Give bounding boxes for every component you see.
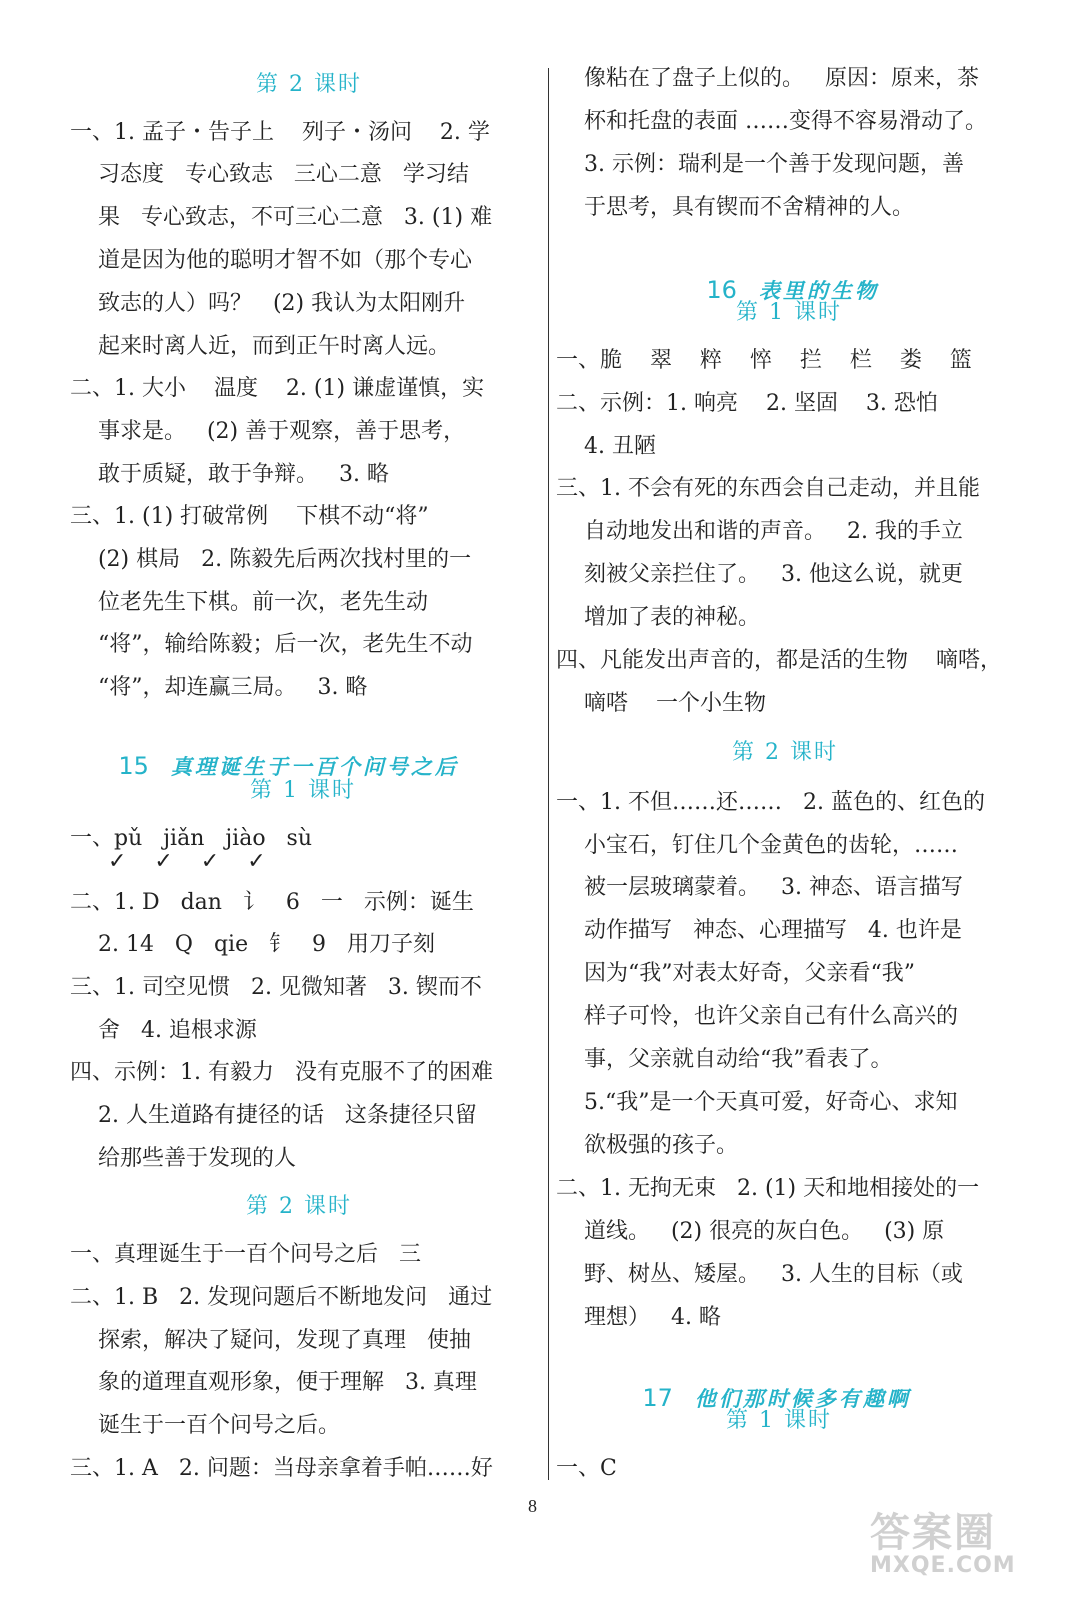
answer-line: 起来时离人近，而到正午时离人远。 [70, 334, 450, 359]
checkmark-row: ✓ ✓ ✓ ✓ [80, 849, 266, 874]
lesson-heading: 第 2 课时 [256, 72, 362, 97]
answer-line: 4. 丑陋 [556, 434, 656, 459]
answer-line: 一、脆 翠 粹 悴 拦 栏 娄 篮 [556, 348, 972, 373]
answer-line: 二、1. 无拘无束 2. (1) 天和地相接处的一 [556, 1176, 980, 1201]
answer-line: 于思考，具有锲而不舍精神的人。 [556, 195, 914, 220]
answer-line: 小宝石，钉住几个金黄色的齿轮，…… [556, 833, 958, 858]
answer-line: 刻被父亲拦住了。 3. 他这么说，就更 [556, 562, 963, 587]
unit-number: 16 [706, 276, 737, 304]
answer-line: 事，父亲就自动给“我”看表了。 [556, 1047, 893, 1072]
unit-title: 真理诞生于一百个问号之后 [170, 754, 459, 779]
lesson-heading: 第 2 课时 [732, 740, 838, 765]
answer-line: 诞生于一百个问号之后。 [70, 1413, 340, 1438]
answer-line: 敢于质疑，敢于争辩。 3. 略 [70, 462, 389, 487]
answer-line: 三、1. A 2. 问题：当母亲拿着手帕……好 [70, 1456, 493, 1481]
answer-line: 一、1. 不但……还…… 2. 蓝色的、红色的 [556, 790, 985, 815]
answer-line: 事求是。 (2) 善于观察，善于思考， [70, 419, 466, 444]
answer-line: 三、1. 不会有死的东西会自己走动，并且能 [556, 476, 980, 501]
answer-line: 舍 4. 追根求源 [70, 1018, 257, 1043]
answer-line: 被一层玻璃蒙着。 3. 神态、语言描写 [556, 875, 963, 900]
answer-line: 象的道理直观形象，便于理解 3. 真理 [70, 1370, 477, 1395]
answer-line: “将”，输给陈毅；后一次，老先生不动 [70, 632, 473, 657]
answer-line: 理想） 4. 略 [556, 1305, 721, 1330]
answer-line: 道是因为他的聪明才智不如（那个专心 [70, 248, 472, 273]
answer-line: (2) 棋局 2. 陈毅先后两次找村里的一 [70, 547, 472, 572]
answer-line: 杯和托盘的表面 ……变得不容易滑动了。 [556, 109, 987, 134]
answer-line: 三、1. (1) 打破常例 下棋不动“将” [70, 504, 429, 529]
answer-line: 二、示例：1. 响亮 2. 坚固 3. 恐怕 [556, 391, 938, 416]
answer-line: 探索，解决了疑问，发现了真理 使抽 [70, 1328, 471, 1353]
answer-line: 嘀嗒 一个小生物 [556, 691, 766, 716]
answer-line: 野、树丛、矮屋。 3. 人生的目标（或 [556, 1262, 963, 1287]
unit-number: 17 [642, 1384, 673, 1412]
answer-line: 3. 示例：瑞利是一个善于发现问题，善 [556, 152, 964, 177]
pinyin-line: 一、pǔ jiǎn jiào sù [70, 826, 313, 851]
unit-title: 表里的生物 [758, 278, 879, 303]
answer-line: 一、C [556, 1456, 617, 1481]
answer-line: 四、凡能发出声音的，都是活的生物 嘀嗒， [556, 648, 1002, 673]
answer-line: 自动地发出和谐的声音。 2. 我的手立 [556, 519, 963, 544]
answer-line: 样子可怜，也许父亲自己有什么高兴的 [556, 1004, 958, 1029]
lesson-heading: 第 1 课时 [250, 778, 356, 803]
answer-line: 给那些善于发现的人 [70, 1146, 296, 1171]
answer-line: 位老先生下棋。前一次，老先生动 [70, 590, 428, 615]
answer-line: 致志的人）吗？ (2) 我认为太阳刚升 [70, 291, 466, 316]
answer-line: 2. 人生道路有捷径的话 这条捷径只留 [70, 1103, 477, 1128]
answer-line: 道线。 (2) 很亮的灰白色。 (3) 原 [556, 1219, 945, 1244]
answer-line: 像粘在了盘子上似的。 原因：原来，茶 [556, 66, 979, 91]
column-divider [548, 68, 549, 1480]
answer-line: 因为“我”对表太好奇，父亲看“我” [556, 961, 915, 986]
answer-line: 增加了表的神秘。 [556, 605, 760, 630]
answer-line: 一、1. 孟子・告子上 列子・汤问 2. 学 [70, 120, 490, 145]
lesson-heading: 第 2 课时 [246, 1194, 352, 1219]
answer-line: 二、1. D dan 讠 6 一 示例：诞生 [70, 890, 474, 915]
answer-line: 三、1. 司空见惯 2. 见微知著 3. 锲而不 [70, 975, 482, 1000]
answer-line: 习态度 专心致志 三心二意 学习结 [70, 162, 469, 187]
answer-line: 二、1. B 2. 发现问题后不断地发问 通过 [70, 1285, 493, 1310]
answer-line: 2. 14 Q qie 钅 9 用刀子刻 [70, 932, 436, 957]
lesson-heading: 第 1 课时 [736, 300, 842, 325]
answer-line: 5.“我”是一个天真可爱，好奇心、求知 [556, 1090, 958, 1115]
watermark [870, 1512, 1016, 1578]
watermark-logo-text: 答案圈 [870, 1510, 996, 1556]
watermark-url: MXQE.COM [870, 1553, 1016, 1578]
answer-line: 四、示例：1. 有毅力 没有克服不了的困难 [70, 1060, 493, 1085]
lesson-heading: 第 1 课时 [726, 1408, 832, 1433]
answer-line: 动作描写 神态、心理描写 4. 也许是 [556, 918, 962, 943]
answer-line: “将”，却连赢三局。 3. 略 [70, 675, 368, 700]
unit-number: 15 [118, 752, 149, 780]
unit-title: 他们那时候多有趣啊 [694, 1386, 911, 1411]
page-number: 8 [528, 1496, 537, 1516]
answer-line: 二、1. 大小 温度 2. (1) 谦虚谨慎，实 [70, 376, 485, 401]
answer-line: 果 专心致志，不可三心二意 3. (1) 难 [70, 205, 493, 230]
answer-line: 欲极强的孩子。 [556, 1133, 738, 1158]
answer-line: 一、真理诞生于一百个问号之后 三 [70, 1242, 421, 1267]
